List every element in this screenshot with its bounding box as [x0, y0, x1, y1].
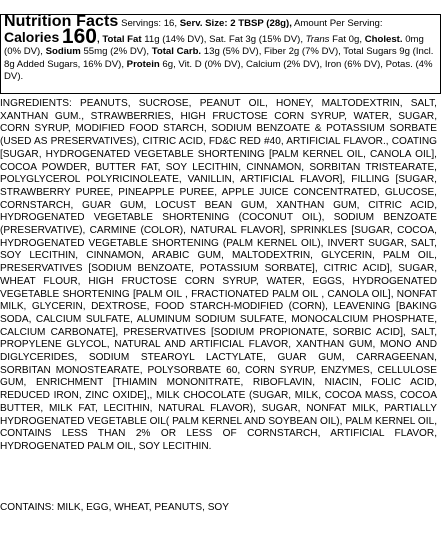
calories-label: Calories: [4, 28, 60, 45]
total-fat-label: Total Fat: [102, 33, 142, 45]
amount-per-serving-text: Amount Per Serving:: [294, 18, 383, 29]
calories-value: 160: [61, 24, 97, 48]
allergen-statement: CONTAINS: MILK, EGG, WHEAT, PEANUTS, SOY: [0, 502, 230, 513]
sodium-value: 55mg (2% DV),: [83, 46, 150, 58]
ingredients-list: INGREDIENTS: PEANUTS, SUCROSE, PEANUT OIL, HONEY, MALTODEXTRIN, SALT, XANTHAN GUM., STRAWBERRIES, HIGH FRUCTOSE CORN SYRUP, WATER, SUGAR, CORN SYRUP, MODIFIED FOOD STARCH, SODIUM BENZOATE & POTASSIUM SORBATE (USED AS PRESERVATIVES), CITRIC ACID, FD&C RED #40, ARTIFICIAL FLAVOR., COATING [SUGAR, HYDROGENATED VEGETABLE SHORTENING [PALM KERNEL OIL, CANOLA OIL], COCOA POWDER, BUTTER FAT, SOY LECITHIN, CINNAMON, SORBITAN TRISTEARATE, POLYGLYCEROL POLYRICINOLEATE, VANILLIN, ARTIFICIAL FLAVOR], FILLING [SUGAR, STRAWBERRY PUREE, PINEAPPLE PUREE, APPLE JUICE CONCENTRATED, GLUCOSE, CORNSTARCH, GUAR GUM, LOCUST BEAN GUM, XANTHAN GUM, CITRIC ACID, HYDROGENATED VEGETABLE SHORTENING (COCONUT OIL), SODIUM BENZOATE (PRESERVATIVE), CARMINE (COLOR), NATURAL FLAVOR], SPRINKLES [SUGAR, COCOA, HYDROGENATED VEGETABLE SHORTENING (PALM KERNEL OIL), INVERT SUGAR, SALT, SOY LECITHIN, CINNAMON, ARABIC GUM, MALTODEXTRIN, GLYCERIN, PALM OIL, PRESERVATIVES [SODIUM BENZOATE, POTASSIUM SORBATE], CITRIC ACID], SUGAR, WHEAT FLOUR, HIGH FRUCTOSE CORN SYRUP, WATER, EGGS, HYDROGENATED VEGETABLE SHORTENING [PALM OIL , FRACTIONATED PALM OIL , CANOLA OIL], NONFAT MILK, GLYCERIN, DEXTROSE, FOOD STARCH-MODIFIED (CORN), LEAVENING [BAKING SODA, CALCIUM SULFATE, ALUMINUM SODIUM SULFATE, MONOCALCIUM PHOSPHATE, CALCIUM CARBONATE], PRESERVATIVES [SODIUM PROPIONATE, SORBIC ACID], SALT, PROPYLENE GLYCOL, NATURAL AND ARTIFICIAL FLAVOR, XANTHAN GUM, MONO AND DIGLYCERIDES, SODIUM STEAROYL LACTYLATE, GUAR GUM, CARRAGEENAN, SORBITAN MONOSTEARATE, POLYSORBATE 60, CORN SYRUP, ENZYMES, CELLULOSE GUM, ENRICHMENT [THIAMIN MONONITRATE, RIBOFLAVIN, NIACIN, FOLIC ACID, REDUCED IRON, ZINC OXIDE],, MILK CHOCOLATE (SUGAR, MILK, COCOA MASS, COCOA BUTTER, MILK FAT, LECITHIN, NATURAL FLAVOR), SUGAR, NONFAT MILK, PARTIALLY HYDROGENATED VEGETABLE OIL( PALM KERNEL AND SOYBEAN OIL), PALM KERNEL OIL, CONTAINS LESS THAN 2% OR LESS OF CORNSTARCH, ARTIFICIAL FLAVOR, HYDROGENATED PALM OIL, SOY LECITHIN.: [0, 98, 437, 452]
fiber-sugars-text: Fiber 2g (7% DV), Total Sugars 9g (Incl. 8g Added Sugars, 16% DV),: [4, 46, 434, 70]
sat-fat-text: Sat. Fat 3g (15% DV),: [209, 33, 303, 45]
nutrition-facts-title: Nutrition Facts: [4, 13, 119, 30]
trans-fat-label: Trans: [305, 33, 330, 45]
total-carb-value: 13g (5% DV),: [203, 46, 262, 58]
servings-text: Servings: 16,: [121, 18, 178, 29]
serving-size-text: Serv. Size: 2 TBSP (28g),: [179, 18, 292, 29]
nutrition-facts-panel: Nutrition Facts Servings: 16, Serv. Size: 2 TBSP (28g), Amount Per Serving: Calories 160, Total Fat 11g (14% DV), Sat. Fat 3g (15% DV), Trans Fat 0g, Cholest. 0mg (0% DV), Sodium 55mg (2% DV), Total Carb. 13g (5% DV), Fiber 2g (7% DV), Total Sugars 9g (Incl. 8g Added Sugars, 16% DV), Protein 6g, Vit. D (0% DV), Calcium (2% DV), Iron (6% DV), Potas. (4% DV).: [0, 14, 441, 94]
protein-label: Protein: [126, 58, 160, 70]
sodium-label: Sodium: [45, 46, 81, 58]
cholesterol-value: 0mg (0% DV),: [4, 33, 424, 58]
protein-value: 6g, Vit. D: [162, 58, 202, 70]
total-fat-value: 11g (14% DV),: [144, 33, 207, 45]
trans-fat-value: Fat 0g,: [332, 33, 363, 45]
total-carb-label: Total Carb.: [151, 46, 202, 58]
cholesterol-label: Cholest.: [364, 33, 403, 45]
vitamins-minerals-text: (0% DV), Calcium (2% DV), Iron (6% DV), Potas. (4% DV).: [4, 58, 433, 83]
